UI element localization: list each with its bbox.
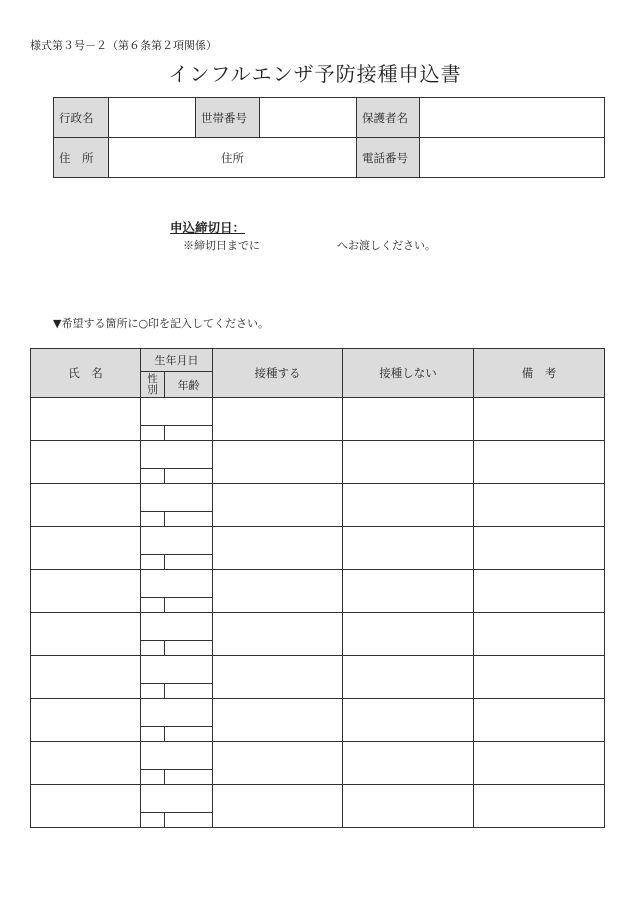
jusho-label: 住 所 bbox=[54, 138, 109, 178]
dob-cell[interactable] bbox=[141, 527, 213, 555]
vaccinate-yes-cell[interactable] bbox=[213, 656, 343, 699]
vaccinate-yes-cell[interactable] bbox=[213, 570, 343, 613]
deadline-label: 申込締切日： bbox=[170, 220, 246, 235]
gyoseimei-field[interactable] bbox=[109, 98, 196, 138]
vaccinate-no-cell[interactable] bbox=[343, 742, 474, 785]
header-info-table bbox=[53, 97, 605, 178]
vaccinate-yes-cell[interactable] bbox=[213, 699, 343, 742]
table-row bbox=[31, 699, 605, 727]
instruction-text: ▼希望する箇所に○印を記入してください。 bbox=[53, 317, 270, 330]
age-cell[interactable] bbox=[165, 555, 213, 570]
vaccinate-no-cell[interactable] bbox=[343, 484, 474, 527]
col-header-yes: 接種する bbox=[213, 349, 343, 398]
name-cell[interactable] bbox=[31, 484, 141, 527]
name-cell[interactable] bbox=[31, 742, 141, 785]
setai-bango-label: 世帯番号 bbox=[196, 98, 260, 138]
name-cell[interactable] bbox=[31, 398, 141, 441]
age-cell[interactable] bbox=[165, 813, 213, 828]
hogosha-label: 保護者名 bbox=[357, 98, 420, 138]
gyoseimei-label: 行政名 bbox=[54, 98, 109, 138]
dob-cell[interactable] bbox=[141, 398, 213, 426]
dob-cell[interactable] bbox=[141, 484, 213, 512]
age-cell[interactable] bbox=[165, 469, 213, 484]
table-row bbox=[31, 613, 605, 641]
remarks-cell[interactable] bbox=[474, 785, 605, 828]
col-header-remarks: 備 考 bbox=[474, 349, 605, 398]
form-code: 様式第３号－２（第６条第２項関係） bbox=[30, 39, 217, 52]
vaccinate-yes-cell[interactable] bbox=[213, 742, 343, 785]
gender-cell[interactable] bbox=[141, 641, 165, 656]
vaccinate-no-cell[interactable] bbox=[343, 441, 474, 484]
name-cell[interactable] bbox=[31, 656, 141, 699]
remarks-cell[interactable] bbox=[474, 527, 605, 570]
table-row bbox=[31, 656, 605, 684]
table-row bbox=[31, 484, 605, 512]
age-cell[interactable] bbox=[165, 770, 213, 785]
hogosha-field[interactable] bbox=[420, 98, 605, 138]
denwa-label: 電話番号 bbox=[357, 138, 420, 178]
age-cell[interactable] bbox=[165, 684, 213, 699]
vaccinate-no-cell[interactable] bbox=[343, 527, 474, 570]
vaccinate-yes-cell[interactable] bbox=[213, 785, 343, 828]
name-cell[interactable] bbox=[31, 441, 141, 484]
gender-cell[interactable] bbox=[141, 684, 165, 699]
age-cell[interactable] bbox=[165, 598, 213, 613]
vaccinate-no-cell[interactable] bbox=[343, 699, 474, 742]
gender-cell[interactable] bbox=[141, 469, 165, 484]
deadline-suffix: へお渡しください。 bbox=[337, 239, 436, 252]
dob-cell[interactable] bbox=[141, 613, 213, 641]
vaccinate-yes-cell[interactable] bbox=[213, 527, 343, 570]
col-header-dob: 生年月日 bbox=[141, 349, 213, 372]
remarks-cell[interactable] bbox=[474, 484, 605, 527]
gender-cell[interactable] bbox=[141, 555, 165, 570]
dob-cell[interactable] bbox=[141, 699, 213, 727]
vaccinate-no-cell[interactable] bbox=[343, 398, 474, 441]
dob-cell[interactable] bbox=[141, 570, 213, 598]
denwa-field[interactable] bbox=[420, 138, 605, 178]
table-row bbox=[31, 527, 605, 555]
table-row bbox=[31, 570, 605, 598]
remarks-cell[interactable] bbox=[474, 570, 605, 613]
name-cell[interactable] bbox=[31, 785, 141, 828]
dob-cell[interactable] bbox=[141, 785, 213, 813]
remarks-cell[interactable] bbox=[474, 613, 605, 656]
page-title: インフルエンザ予防接種申込書 bbox=[168, 62, 462, 86]
name-cell[interactable] bbox=[31, 613, 141, 656]
vaccinate-yes-cell[interactable] bbox=[213, 441, 343, 484]
vaccinate-no-cell[interactable] bbox=[343, 613, 474, 656]
col-header-age: 年齢 bbox=[165, 372, 213, 398]
age-cell[interactable] bbox=[165, 426, 213, 441]
dob-cell[interactable] bbox=[141, 656, 213, 684]
vaccinate-yes-cell[interactable] bbox=[213, 484, 343, 527]
name-cell[interactable] bbox=[31, 699, 141, 742]
application-table bbox=[30, 348, 605, 828]
col-header-gender: 性 別 bbox=[141, 372, 165, 398]
table-row bbox=[31, 742, 605, 770]
table-row bbox=[31, 441, 605, 469]
vaccinate-no-cell[interactable] bbox=[343, 656, 474, 699]
gender-cell[interactable] bbox=[141, 727, 165, 742]
deadline-note: ※締切日までに bbox=[183, 239, 260, 252]
jusho-field[interactable]: 住所 bbox=[109, 138, 357, 178]
vaccinate-yes-cell[interactable] bbox=[213, 613, 343, 656]
gender-cell[interactable] bbox=[141, 813, 165, 828]
table-row bbox=[31, 785, 605, 813]
vaccinate-no-cell[interactable] bbox=[343, 785, 474, 828]
name-cell[interactable] bbox=[31, 570, 141, 613]
age-cell[interactable] bbox=[165, 512, 213, 527]
gender-cell[interactable] bbox=[141, 770, 165, 785]
gender-cell[interactable] bbox=[141, 598, 165, 613]
remarks-cell[interactable] bbox=[474, 656, 605, 699]
setai-bango-field[interactable] bbox=[260, 98, 357, 138]
dob-cell[interactable] bbox=[141, 742, 213, 770]
vaccinate-no-cell[interactable] bbox=[343, 570, 474, 613]
col-header-name: 氏 名 bbox=[31, 349, 141, 398]
remarks-cell[interactable] bbox=[474, 398, 605, 441]
remarks-cell[interactable] bbox=[474, 742, 605, 785]
remarks-cell[interactable] bbox=[474, 441, 605, 484]
age-cell[interactable] bbox=[165, 641, 213, 656]
age-cell[interactable] bbox=[165, 727, 213, 742]
col-header-no: 接種しない bbox=[343, 349, 474, 398]
table-row bbox=[31, 398, 605, 426]
dob-cell[interactable] bbox=[141, 441, 213, 469]
vaccinate-yes-cell[interactable] bbox=[213, 398, 343, 441]
name-cell[interactable] bbox=[31, 527, 141, 570]
gender-cell[interactable] bbox=[141, 426, 165, 441]
gender-cell[interactable] bbox=[141, 512, 165, 527]
remarks-cell[interactable] bbox=[474, 699, 605, 742]
